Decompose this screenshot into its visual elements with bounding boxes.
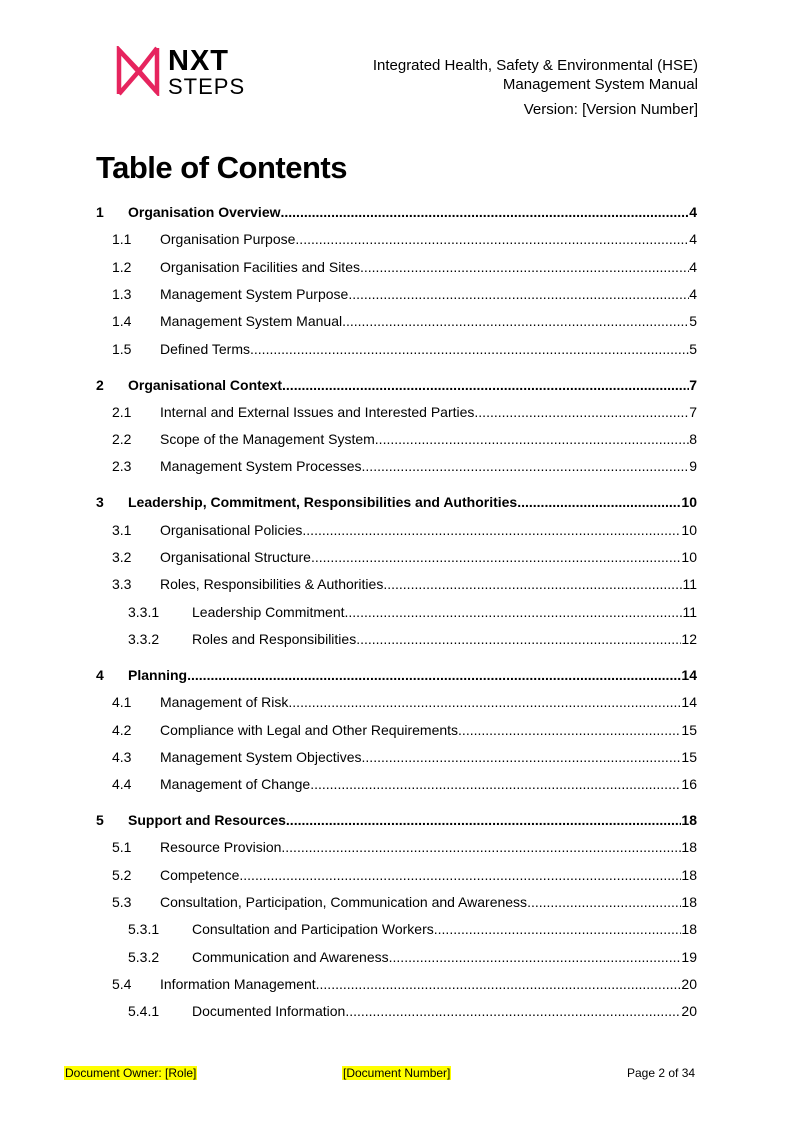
toc-entry-title: Organisation Overview	[128, 204, 281, 220]
toc-entry-number: 5.4.1	[128, 1003, 160, 1020]
toc-entry-number: 4.1	[112, 694, 132, 711]
toc-entry-title: Management System Purpose	[160, 285, 349, 302]
toc-leader-dots	[311, 549, 681, 565]
toc-entry-body	[128, 204, 697, 220]
toc-leader-dots	[362, 458, 690, 474]
toc-entry-number: 3	[96, 494, 104, 511]
toc-entry-page: 18	[681, 839, 697, 856]
toc-entry[interactable]	[96, 259, 697, 281]
toc-entry[interactable]	[96, 431, 697, 453]
toc-entry-number: 4.2	[112, 721, 132, 738]
toc-entry-page: 10	[681, 494, 697, 511]
toc-entry-body	[160, 431, 697, 447]
toc-entry-title: Scope of the Management System	[160, 431, 375, 448]
toc-entry-title: Leadership Commitment	[192, 603, 345, 620]
toc-entry-title: Compliance with Legal and Other Requirements	[160, 721, 459, 738]
header-title-line2: Management System Manual	[502, 76, 698, 93]
toc-entry-body	[160, 313, 697, 329]
toc-leader-dots	[458, 722, 681, 738]
toc-leader-dots	[434, 921, 682, 937]
toc-entry-title: Management System Objectives	[160, 748, 362, 765]
toc-entry-page: 14	[681, 694, 697, 711]
toc-entry-number: 5.2	[112, 866, 132, 883]
toc-entry-page: 4	[689, 204, 697, 220]
toc-entry-body	[128, 377, 697, 393]
toc-entry-number: 3.1	[112, 521, 132, 538]
toc-entry-title: Roles, Responsibilities & Authorities	[160, 576, 384, 593]
toc-entry-body	[160, 839, 697, 855]
toc-leader-dots	[375, 431, 689, 447]
toc-entry-page: 10	[681, 521, 697, 538]
toc-entry-body	[128, 494, 697, 510]
toc-entry-title: Management of Risk	[160, 694, 289, 711]
company-logo	[115, 46, 255, 100]
toc-entry[interactable]	[96, 377, 697, 399]
toc-entry-number: 1.3	[112, 285, 132, 302]
toc-entry[interactable]	[96, 812, 697, 834]
toc-entry[interactable]	[96, 894, 697, 916]
toc-leader-dots	[187, 667, 681, 683]
header-title-line1: Integrated Health, Safety & Environmental (HSE)	[372, 57, 698, 74]
toc-entry-title: Consultation and Participation Workers	[192, 921, 434, 938]
toc-entry-page: 14	[681, 666, 697, 683]
footer-doc-number-text: [Document Number]	[343, 1066, 451, 1080]
toc-leader-dots	[310, 776, 681, 792]
toc-entry-title: Management System Manual	[160, 313, 343, 330]
toc-entry-page: 19	[681, 948, 697, 965]
toc-entry-page: 18	[681, 894, 697, 910]
toc-entry[interactable]	[96, 949, 697, 971]
toc-entry[interactable]	[96, 839, 697, 861]
toc-entry-body	[160, 522, 697, 538]
toc-entry-page: 16	[681, 776, 697, 793]
toc-entry-body	[160, 341, 697, 357]
toc-leader-dots	[295, 231, 689, 247]
toc-entry-body	[160, 259, 697, 275]
toc-entry-body	[128, 812, 697, 828]
toc-entry[interactable]	[96, 286, 697, 308]
toc-entry[interactable]	[96, 776, 697, 798]
toc-entry-title: Organisation Purpose	[160, 231, 296, 248]
toc-entry-body	[160, 749, 697, 765]
toc-entry-page: 4	[689, 258, 697, 275]
toc-entry[interactable]	[96, 204, 697, 226]
toc-entry[interactable]	[96, 576, 697, 598]
logo-text-steps: STEPS	[168, 74, 246, 99]
toc-entry[interactable]	[96, 231, 697, 253]
toc-entry-title: Management of Change	[160, 776, 311, 793]
toc-entry-number: 3.3	[112, 576, 132, 593]
header-version: Version: [Version Number]	[523, 101, 698, 118]
toc-entry[interactable]	[96, 631, 697, 653]
toc-leader-dots	[342, 313, 689, 329]
toc-entry-page: 11	[682, 603, 697, 620]
toc-entry-page: 5	[689, 313, 697, 330]
toc-leader-dots	[362, 749, 682, 765]
toc-entry-body	[160, 976, 697, 992]
toc-entry-body	[160, 694, 697, 710]
toc-entry-title: Organisation Facilities and Sites	[160, 258, 360, 275]
toc-entry-number: 5.4	[112, 975, 132, 992]
toc-entry-page: 10	[681, 549, 697, 565]
toc-leader-dots	[345, 604, 683, 620]
toc-entry-body	[192, 921, 697, 937]
toc-entry-title: Organisational Context	[128, 376, 283, 393]
toc-entry-number: 2.3	[112, 458, 132, 475]
toc-entry[interactable]	[96, 494, 697, 516]
toc-entry-page: 20	[681, 1003, 697, 1020]
toc-entry-page: 12	[681, 630, 697, 647]
toc-leader-dots	[286, 812, 682, 828]
toc-leader-dots	[281, 839, 681, 855]
toc-entry[interactable]	[96, 604, 697, 626]
toc-entry[interactable]	[96, 867, 697, 889]
toc-entry-title: Documented Information	[192, 1003, 346, 1020]
toc-entry-title: Competence	[160, 866, 240, 883]
toc-leader-dots	[474, 404, 689, 420]
toc-entry-title: Roles and Responsibilities	[192, 630, 357, 647]
toc-entry-title: Internal and External Issues and Interested Parties	[160, 403, 475, 420]
toc-entry-title: Leadership, Commitment, Responsibilities and Authorities	[128, 494, 518, 511]
toc-entry-page: 7	[689, 403, 697, 420]
toc-entry-page: 4	[689, 231, 697, 248]
toc-entry-page: 18	[681, 866, 697, 883]
toc-entry[interactable]	[96, 749, 697, 771]
toc-entry-body	[160, 458, 697, 474]
toc-entry-body	[192, 631, 697, 647]
toc-entry-page: 5	[689, 340, 697, 357]
toc-entry-number: 1.2	[112, 258, 132, 275]
toc-entry-body	[160, 576, 697, 592]
toc-entry-body	[160, 286, 697, 302]
toc-entry-page: 15	[681, 748, 697, 765]
toc-entry-number: 4.3	[112, 748, 132, 765]
toc-entry-title: Organisational Structure	[160, 549, 311, 565]
toc-entry-body	[160, 231, 697, 247]
toc-leader-dots	[239, 867, 681, 883]
toc-entry[interactable]	[96, 341, 697, 363]
toc-entry[interactable]	[96, 313, 697, 335]
toc-entry-number: 3.3.2	[128, 630, 160, 647]
toc-entry-body	[160, 549, 697, 565]
toc-leader-dots	[250, 341, 689, 357]
toc-entry-title: Information Management	[160, 975, 316, 992]
toc-entry-body	[128, 667, 697, 683]
toc-leader-dots	[302, 522, 681, 538]
toc-entry[interactable]	[96, 458, 697, 480]
toc-entry[interactable]	[96, 667, 697, 689]
toc-entry-title: Consultation, Participation, Communication and Awareness	[160, 894, 528, 910]
toc-entry-number: 3.2	[112, 549, 132, 565]
toc-entry[interactable]	[96, 522, 697, 544]
toc-entry-body	[192, 949, 697, 965]
toc-entry-number: 2.1	[112, 403, 132, 420]
toc-leader-dots	[281, 204, 690, 220]
toc-entry-number: 5	[96, 812, 104, 829]
footer-doc-number	[342, 1066, 451, 1081]
toc-entry-title: Support and Resources	[128, 812, 286, 829]
toc-entry[interactable]	[96, 549, 697, 571]
toc-entry-title: Organisational Policies	[160, 521, 303, 538]
toc-entry-body	[160, 404, 697, 420]
toc-entry-page: 20	[681, 975, 697, 992]
toc-entry-number: 4	[96, 666, 104, 683]
toc-leader-dots	[517, 494, 681, 510]
footer-owner	[64, 1066, 197, 1081]
toc-entry-number: 4.4	[112, 776, 132, 793]
toc-entry-number: 3.3.1	[128, 603, 160, 620]
document-header	[373, 56, 698, 119]
toc-entry-body	[192, 604, 697, 620]
toc-entry-page: 4	[689, 285, 697, 302]
toc-entry[interactable]	[96, 404, 697, 426]
toc-leader-dots	[345, 1003, 681, 1019]
toc-leader-dots	[389, 949, 682, 965]
logo-text-nxt: NXT	[168, 45, 229, 77]
page-title: Table of Contents	[96, 150, 347, 185]
toc-entry-number: 5.3.1	[128, 921, 160, 938]
footer-page-number: Page 2 of 34	[627, 1066, 696, 1080]
toc-entry-number: 5.3	[112, 894, 132, 910]
toc-leader-dots	[348, 286, 689, 302]
toc-entry[interactable]	[96, 694, 697, 716]
toc-entry-body	[160, 894, 697, 910]
footer-owner-text: Document Owner: [Role]	[65, 1066, 197, 1080]
toc-entry-page: 7	[689, 376, 697, 393]
toc-entry[interactable]	[96, 921, 697, 943]
toc-leader-dots	[527, 894, 681, 910]
toc-entry-title: Management System Processes	[160, 458, 362, 475]
toc-leader-dots	[360, 259, 689, 275]
toc-entry-number: 1.4	[112, 313, 132, 330]
toc-entry-number: 5.1	[112, 839, 132, 856]
toc-entry-number: 2	[96, 376, 104, 393]
toc-leader-dots	[282, 377, 689, 393]
toc-entry-title: Communication and Awareness	[192, 948, 389, 965]
toc-entry-number: 1.1	[112, 231, 132, 248]
toc-entry-page: 8	[689, 431, 697, 448]
toc-entry-page: 11	[682, 576, 697, 593]
toc-entry-page: 18	[681, 812, 697, 829]
toc-entry-page: 15	[681, 721, 697, 738]
toc-entry[interactable]	[96, 722, 697, 744]
toc-entry-page: 18	[681, 921, 697, 938]
toc-entry-body	[160, 722, 697, 738]
toc-entry[interactable]	[96, 1003, 697, 1025]
toc-leader-dots	[316, 976, 682, 992]
toc-entry-number: 2.2	[112, 431, 132, 448]
toc-entry-body	[160, 867, 697, 883]
toc-entry-body	[160, 776, 697, 792]
nxt-logo-icon	[115, 46, 161, 96]
toc-entry-title: Defined Terms	[160, 340, 251, 357]
toc-entry[interactable]	[96, 976, 697, 998]
toc-entry-number: 1.5	[112, 340, 132, 357]
toc-entry-title: Planning	[128, 666, 188, 683]
toc-entry-number: 5.3.2	[128, 948, 160, 965]
toc-leader-dots	[356, 631, 681, 647]
toc-entry-title: Resource Provision	[160, 839, 282, 856]
toc-leader-dots	[383, 576, 682, 592]
toc-entry-body	[192, 1003, 697, 1019]
toc-entry-page: 9	[689, 458, 697, 475]
toc-leader-dots	[288, 694, 681, 710]
toc-entry-number: 1	[96, 204, 104, 220]
